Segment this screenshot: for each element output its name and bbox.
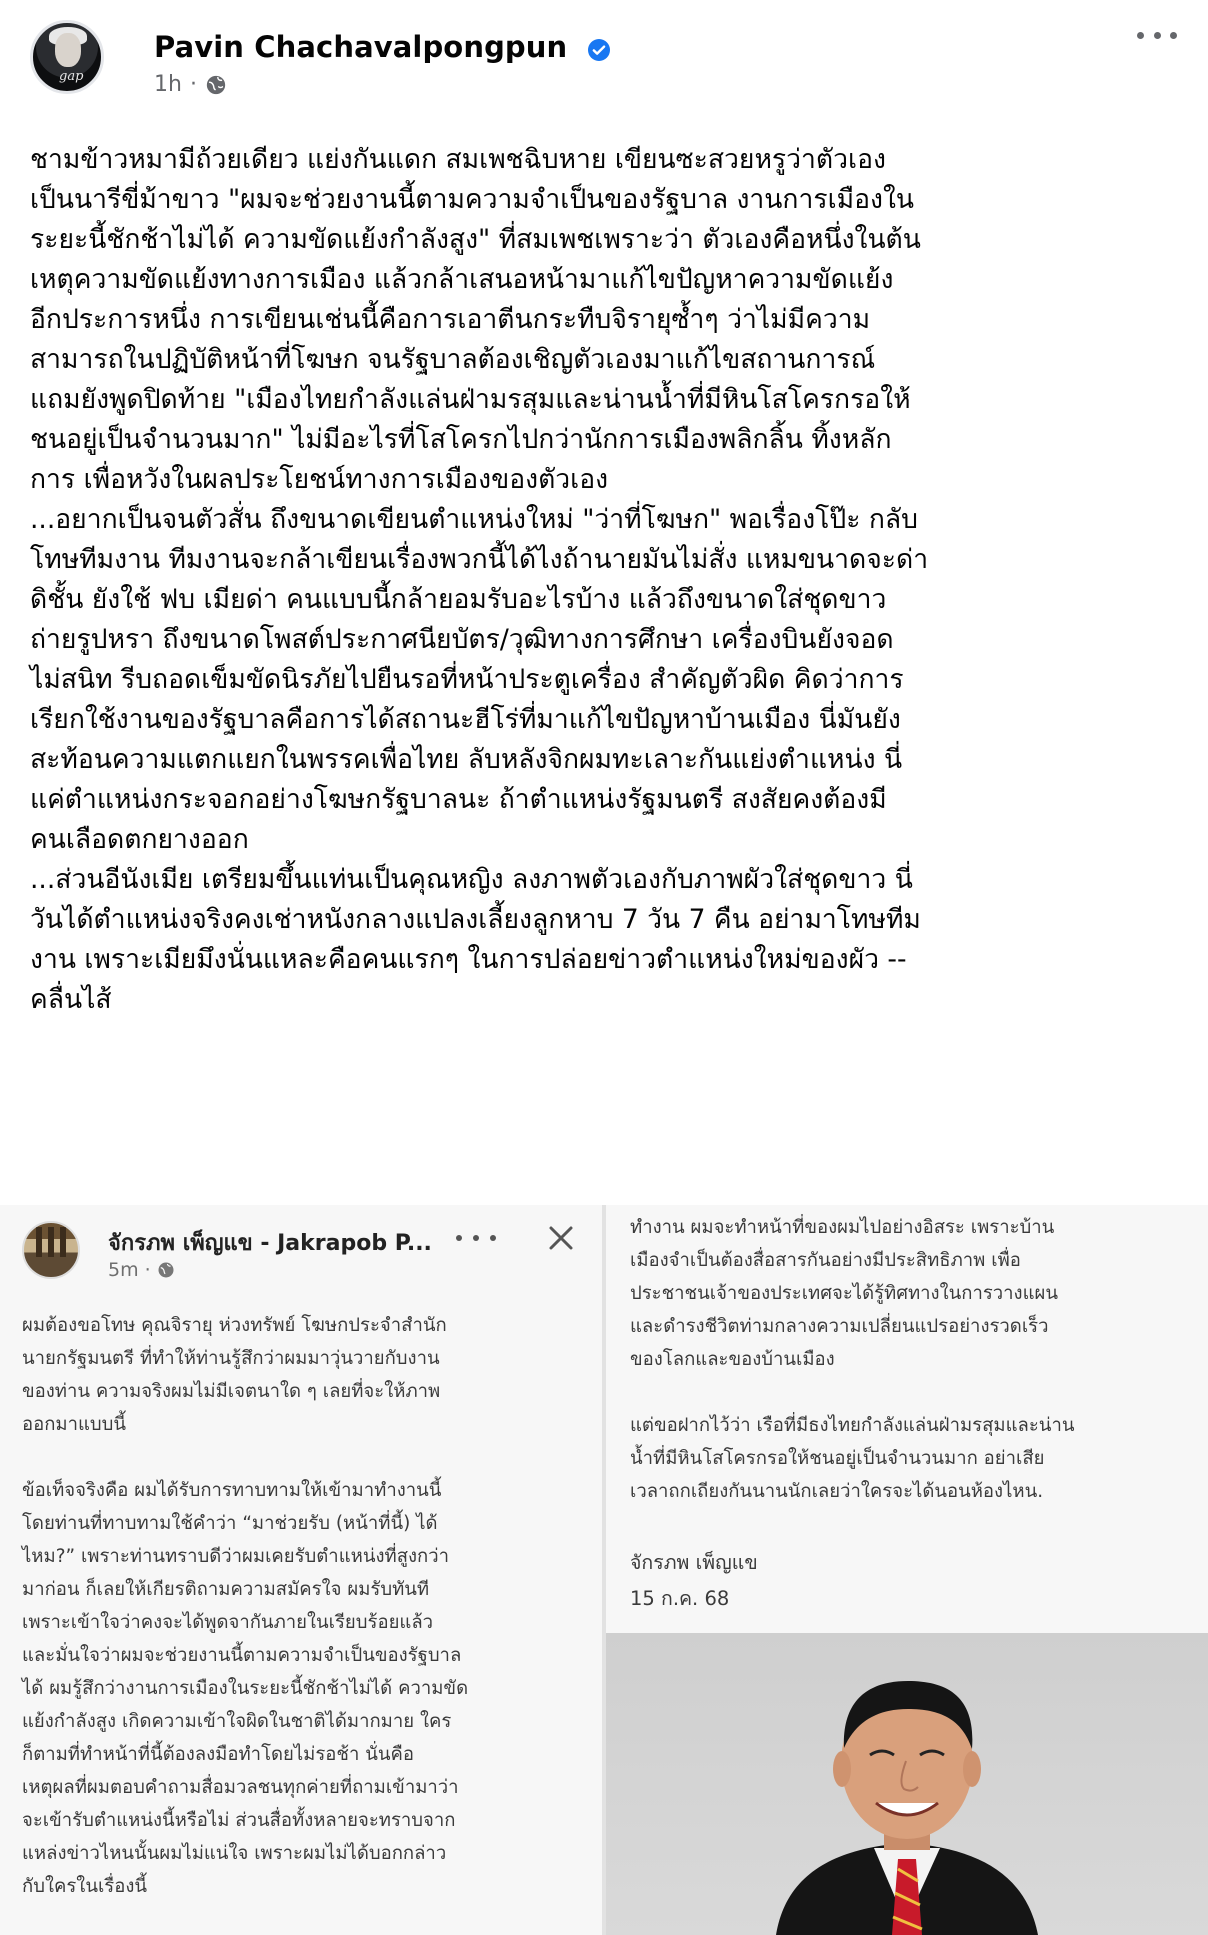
verified-badge-icon	[587, 38, 611, 62]
post-body-text: ชามข้าวหมามีถ้วยเดียว แย่งกันแดก สมเพชฉิบหาย เขียนซะสวยหรูว่าตัวเอง เป็นนารีขี่ม้าขาว "ผมจะช่วยงานนี้ตามความจำเป็นของรัฐบาล งานการเมืองใน ระยะนี้ชักช้าไม่ได้ ความขัดแย้งกำลังสูง" ที่สมเพชเพราะว่า ตัวเองคือหนึ่งในต้น เหตุความขัดแย้งทางการเมือง แล้วกล้าเสนอหน้ามาแก้ไขปัญหาความขัดแย้ง อีกประการหนึ่ง การเขียนเช่นนี้คือการเอาตีนกระทืบจิรายุซ้ำๆ ว่าไม่มีความ สามารถในปฏิบัติหน้าที่โฆษก จนรัฐบาลต้องเชิญตัวเองมาแก้ไขสถานการณ์ แถมยังพูดปิดท้าย "เมืองไทยกำลังแล่นฝ่ามรสุมและน่านน้ำที่มีหินโสโครกรอให้ ชนอยู่เป็นจำนวนมาก" ไม่มีอะไรที่โสโครกไปกว่านักการเมืองพลิกลิ้น ทิ้งหลัก การ เพื่อหวังในผลประโยชน์ทางการเมืองของตัวเอง ...อยากเป็นจนตัวสั่น ถึงขนาดเขียนตำแหน่งใหม่ "ว่าที่โฆษก" พอเรื่องโป๊ะ กลับ โทษทีมงาน ทีมงานจะกล้าเขียนเรื่องพวกนี้ได้ไงถ้านายมันไม่สั่ง แหมขนาดจะด่า ดิชั้น ยังใช้ ฟบ เมียด่า คนแบบนี้กล้ายอมรับอะไรบ้าง แล้วถึงขนาดใส่ชุดขาว ถ่ายรูปหรา ถึงขนาดโพสต์ประกาศนียบัตร/วุฒิทางการศึกษา เครื่องบินยังจอด ไม่สนิท รีบถอดเข็มขัดนิรภัยไปยืนรอที่หน้าประตูเครื่อง สำคัญตัวผิด คิดว่าการ เรียกใช้งานของรัฐบาลคือการได้สถานะฮีโร่ที่มาแก้ไขปัญหาบ้านเมือง นี่มันยัง สะท้อนความแตกแยกในพรรคเพื่อไทย ลับหลังจิกผมทะเลาะกันแย่งตำแหน่ง นี่ แค่ตำแหน่งกระจอกอย่างโฆษกรัฐบาลนะ ถ้าตำแหน่งรัฐมนตรี สงสัยคงต้องมี คนเลือดตกยางออก ...ส่วนอีนังเมีย เตรียมขึ้นแท่นเป็นคุณหญิง ลงภาพตัวเองกับภาพผัวใส่ชุดขาว นี่ วันได้ตำแหน่งจริงคงเช่าหนังกลางแปลงเลี้ยงลูกหาบ 7 วัน 7 คืน อย่ามาโทษทีม งาน เพราะเมียมึงนั่นแหละคือคนแรกๆ ในการปล่อยข่าวตำแหน่งใหม่ของผัว -- คลื่นไส้	[30, 144, 929, 1015]
globe-icon[interactable]	[205, 74, 227, 96]
avatar-face	[55, 33, 81, 67]
meta-separator: ·	[189, 72, 197, 97]
embedded-signature	[630, 1545, 758, 1617]
embedded-more-icon	[456, 1233, 496, 1243]
man-portrait-illustration	[606, 1633, 1208, 1935]
more-dot-icon	[1137, 32, 1144, 39]
post-time[interactable]: 1h	[154, 72, 182, 97]
avatar-logo: gap	[59, 69, 84, 84]
embedded-author-avatar	[22, 1221, 80, 1279]
embedded-left-text: ผมต้องขอโทษ คุณจิรายุ ห่วงทรัพย์ โฆษกประจำสำนัก นายกรัฐมนตรี ที่ทำให้ท่านรู้สึกว่าผมมาวุ่นวายกับงาน ของท่าน ความจริงผมไม่มีเจตนาใด ๆ เลยที่จะให้ภาพ ออกมาแบบนี้ ข้อเท็จจริงคือ ผมได้รับการทาบทามให้เข้ามาทำงานนี้ โดยท่านที่ทาบทามใช้คำว่า “มาช่วยรับ (หน้าที่นี้) ได้ ไหม?” เพราะท่านทราบดีว่าผมเคยรับตำแหน่งที่สูงกว่า มาก่อน ก็เลยให้เกียรติถามความสมัครใจ ผมรับทันที เพราะเข้าใจว่าคงจะได้พูดจากันภายในเรียบร้อยแล้ว และมั่นใจว่าผมจะช่วยงานนี้ตามความจำเป็นของรัฐบาล ได้ ผมรู้สึกว่างานการเมืองในระยะนี้ชักช้าไม่ได้ ความขัด แย้งกำลังสูง เกิดความเข้าใจผิดในชาติได้มากมาย ใคร ก็ตามที่ทำหน้าที่นี้ต้องลงมือทำโดยไม่รอช้า นั่นคือ เหตุผลที่ผมตอบคำถามสื่อมวลชนทุกค่ายที่ถามเข้ามาว่า จะเข้ารับตำแหน่งนี้หรือไม่ ส่วนสื่อทั้งหลายจะทราบจาก แหล่งข่าวไหนนั้นผมไม่แน่ใจ เพราะผมไม่ได้บอกกล่าว กับใครในเรื่องนี้	[22, 1315, 469, 1897]
more-dot-icon	[1154, 32, 1161, 39]
embedded-post-meta	[108, 1259, 175, 1281]
post-attachment-image[interactable]	[0, 1205, 1208, 1935]
signature-date: 15 ก.ค. 68	[630, 1587, 730, 1610]
more-options-button[interactable]	[1137, 22, 1177, 48]
more-dot-icon	[1170, 32, 1177, 39]
embedded-meta-separator: ·	[144, 1259, 151, 1281]
embedded-right-text: ทำงาน ผมจะทำหน้าที่ของผมไปอย่างอิสระ เพราะบ้าน เมืองจำเป็นต้องสื่อสารกันอย่างมีประสิทธิภาพ เพื่อ ประชาชนเจ้าของประเทศจะได้รู้ทิศทางในการวางแผน และดำรงชีวิตท่ามกลางความเปลี่ยนแปรอย่างรวดเร็ว ของโลกและของบ้านเมือง แต่ขอฝากไว้ว่า เรือที่มีธงไทยกำลังแล่นฝ่ามรสุมและน่าน น้ำที่มีหินโสโครกรอให้ชนอยู่เป็นจำนวนมาก อย่าเสีย เวลาถกเถียงกันนานนักเลยว่าใครจะได้นอนห้องไหน.	[630, 1217, 1075, 1502]
post-meta	[154, 72, 227, 97]
embedded-author-name: จักรภพ เพ็ญแข - Jakrapob P...	[108, 1231, 432, 1256]
signature-name: จักรภพ เพ็ญแข	[630, 1551, 758, 1574]
attachment-left-panel	[0, 1205, 602, 1935]
author-name[interactable]: Pavin Chachavalpongpun	[154, 30, 568, 64]
embedded-post-time: 5m	[108, 1259, 139, 1281]
embedded-globe-icon	[157, 1261, 175, 1279]
author-avatar[interactable]	[30, 20, 104, 94]
portrait-photo	[606, 1633, 1208, 1935]
close-icon	[546, 1223, 576, 1253]
